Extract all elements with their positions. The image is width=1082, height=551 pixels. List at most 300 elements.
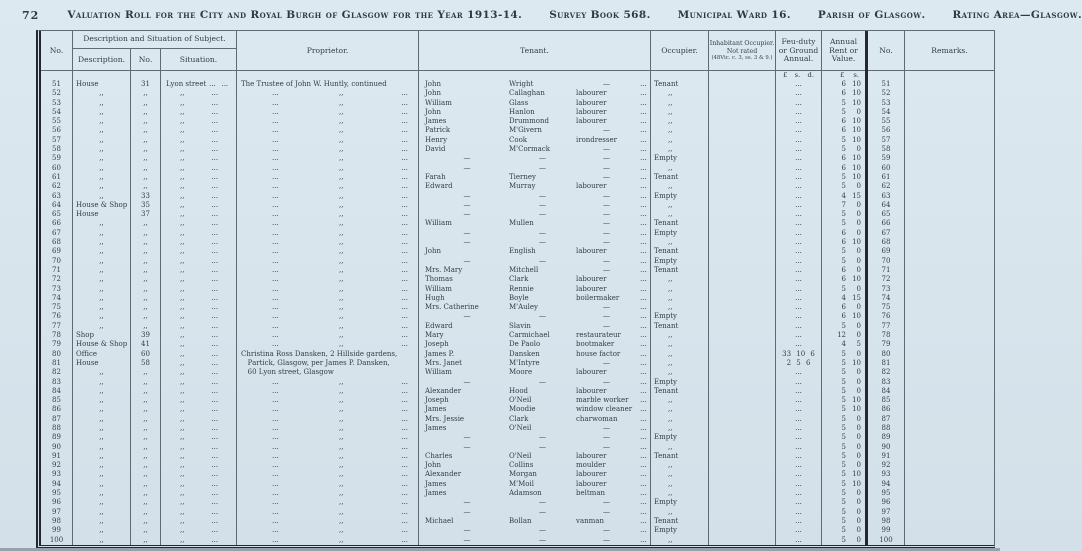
row-number-right: 67 (868, 229, 905, 238)
description-cell: ,, (73, 117, 131, 126)
feu-duty-cell: ... (776, 340, 822, 349)
street-number-cell: 39 (131, 331, 161, 340)
street-number-cell: ,, (131, 117, 161, 126)
tenant-surname: — (539, 238, 546, 247)
street-number-cell: ,, (131, 526, 161, 535)
tenant-cell (419, 89, 651, 98)
feu-duty-cell: ... (776, 312, 822, 321)
col-header-occupier: Occupier. (651, 31, 709, 71)
street-number-cell: ,, (131, 108, 161, 117)
occupier-cell: ,, (651, 145, 709, 154)
table-row (41, 526, 994, 535)
occupier-cell: ,, (651, 238, 709, 247)
occupier-cell: Empty (651, 498, 709, 507)
table-row (41, 108, 994, 117)
row-number-left: 75 (41, 303, 73, 312)
occupier-cell: Tenant (651, 517, 709, 526)
tenant-surname: — (539, 163, 546, 172)
situation-cell: ,, ... (161, 136, 237, 145)
rent-pounds: 4 (841, 293, 846, 302)
description-cell: House & Shop (73, 201, 131, 210)
annual-rent-cell (822, 99, 868, 108)
feu-duty-cell: ... (776, 154, 822, 163)
situation-cell: ,, ... (161, 424, 237, 433)
rent-shillings: 0 (856, 489, 861, 498)
street-number-cell: ,, (131, 275, 161, 284)
remarks-cell (905, 415, 994, 424)
rent-shillings: 0 (856, 349, 861, 358)
table-row (41, 145, 994, 154)
street-number-cell: 60 (131, 350, 161, 359)
feu-duty-cell: ... (776, 266, 822, 275)
situation-cell: ,, ... (161, 145, 237, 154)
rent-shillings: 10 (852, 479, 861, 488)
table-row (41, 424, 994, 433)
proprietor-cell: ... ,, ... (237, 229, 419, 238)
row-number-right: 70 (868, 257, 905, 266)
row-number-left: 68 (41, 238, 73, 247)
description-cell: ,, (73, 508, 131, 517)
remarks-cell (905, 331, 994, 340)
annual-rent-cell (822, 117, 868, 126)
tenant-surname: Tierney (509, 172, 537, 181)
row-number-left: 52 (41, 89, 73, 98)
table-row (41, 452, 994, 461)
table-row (41, 80, 994, 89)
rent-shillings: 10 (852, 117, 861, 126)
tenant-dots: ... (640, 284, 647, 293)
proprietor-cell: Partick, Glasgow, per James P. Dansken, (237, 359, 419, 368)
tenant-dots: ... (640, 349, 647, 358)
annual-rent-cell (822, 89, 868, 98)
tenant-forename: Michael (425, 516, 454, 525)
situation-cell: ,, ... (161, 126, 237, 135)
rent-pounds: 4 (841, 340, 846, 349)
occupier-cell: ,, (651, 470, 709, 479)
tenant-occupation: labourer (576, 479, 607, 488)
occupier-cell: ,, (651, 331, 709, 340)
tenant-cell (419, 443, 651, 452)
remarks-cell (905, 182, 994, 191)
proprietor-cell: ... ,, ... (237, 303, 419, 312)
col-header-no-left: No. (41, 31, 73, 71)
feu-duty-cell: ... (776, 415, 822, 424)
description-cell: ,, (73, 89, 131, 98)
tenant-occupation: boilermaker (576, 293, 620, 302)
occupier-cell: Tenant (651, 387, 709, 396)
inhabitant-occupier-cell (709, 443, 776, 452)
tenant-cell (419, 136, 651, 145)
tenant-occupation: — (603, 303, 610, 312)
remarks-cell (905, 266, 994, 275)
feu-duty-cell: ... (776, 164, 822, 173)
rent-pounds: 6 (841, 126, 846, 135)
rent-shillings: 0 (856, 386, 861, 395)
rent-shillings: 0 (856, 498, 861, 507)
inhabitant-occupier-cell (709, 424, 776, 433)
tenant-dots: ... (640, 182, 647, 191)
table-row (41, 368, 994, 377)
inhabitant-occupier-cell (709, 126, 776, 135)
tenant-surname: Adamson (509, 489, 542, 498)
tenant-forename: — (463, 507, 471, 516)
situation-cell: ,, ... (161, 192, 237, 201)
inhabitant-occupier-cell (709, 145, 776, 154)
tenant-dots: ... (640, 200, 647, 209)
row-number-right: 71 (868, 266, 905, 275)
description-cell: House (73, 210, 131, 219)
table-row (41, 164, 994, 173)
tenant-dots: ... (640, 368, 647, 377)
inhabitant-occupier-cell (709, 266, 776, 275)
row-number-right: 53 (868, 99, 905, 108)
proprietor-cell: ... ,, ... (237, 154, 419, 163)
remarks-cell (905, 517, 994, 526)
feu-duty-cell: ... (776, 182, 822, 191)
tenant-occupation: — (603, 200, 610, 209)
rent-shillings: 0 (856, 228, 861, 237)
annual-rent-cell (822, 461, 868, 470)
page-title: Valuation Roll for the City and Royal Burgh of Glasgow for the Year 1913-14. (67, 9, 523, 21)
proprietor-cell: ... ,, ... (237, 331, 419, 340)
tenant-dots: ... (640, 163, 647, 172)
remarks-cell (905, 498, 994, 507)
remarks-cell (905, 303, 994, 312)
description-cell: ,, (73, 312, 131, 321)
row-number-left: 73 (41, 285, 73, 294)
feu-duty-cell: ... (776, 452, 822, 461)
inhabitant-occupier-cell (709, 219, 776, 228)
row-number-left: 70 (41, 257, 73, 266)
row-number-right: 79 (868, 340, 905, 349)
occupier-cell: ,, (651, 480, 709, 489)
annual-rent-cell (822, 285, 868, 294)
annual-rent-cell (822, 247, 868, 256)
rent-shillings: 10 (852, 163, 861, 172)
table-row (41, 536, 994, 545)
description-cell: ,, (73, 238, 131, 247)
row-number-left: 57 (41, 136, 73, 145)
description-cell: ,, (73, 396, 131, 405)
situation-cell: ,, ... (161, 238, 237, 247)
description-cell: ,, (73, 433, 131, 442)
table-row (41, 461, 994, 470)
occupier-cell: ,, (651, 89, 709, 98)
remarks-cell (905, 126, 994, 135)
table-header (41, 31, 994, 71)
tenant-forename: John (425, 107, 442, 116)
description-cell: ,, (73, 424, 131, 433)
situation-cell: ,, ... (161, 89, 237, 98)
tenant-forename: — (463, 191, 471, 200)
occupier-cell: Tenant (651, 322, 709, 331)
street-number-cell: ,, (131, 238, 161, 247)
rent-pounds: 5 (841, 256, 846, 265)
tenant-surname: M'Cormack (509, 145, 550, 154)
description-cell: ,, (73, 219, 131, 228)
tenant-forename: Edward (425, 182, 453, 191)
row-number-left: 51 (41, 80, 73, 89)
row-number-left: 82 (41, 368, 73, 377)
tenant-surname: M'Givern (509, 126, 542, 135)
tenant-cell (419, 182, 651, 191)
tenant-cell (419, 433, 651, 442)
tenant-occupation: labourer (576, 182, 607, 191)
row-number-right: 93 (868, 470, 905, 479)
tenant-dots: ... (640, 98, 647, 107)
rent-shillings: 0 (856, 368, 861, 377)
row-number-left: 97 (41, 508, 73, 517)
proprietor-cell: ... ,, ... (237, 498, 419, 507)
description-cell: House (73, 80, 131, 89)
rent-shillings: 0 (856, 321, 861, 330)
situation-cell: ,, ... (161, 285, 237, 294)
feu-duty-cell: ... (776, 387, 822, 396)
tenant-occupation: moulder (576, 461, 606, 470)
tenant-forename: — (463, 163, 471, 172)
tenant-forename: — (463, 210, 471, 219)
inhabitant-occupier-cell (709, 108, 776, 117)
tenant-occupation: — (603, 498, 610, 507)
rent-pounds: 5 (841, 423, 846, 432)
rent-pounds: 6 (841, 312, 846, 321)
tenant-forename: James (425, 489, 447, 498)
row-number-left: 95 (41, 489, 73, 498)
feu-duty-cell: ... (776, 173, 822, 182)
description-cell: ,, (73, 378, 131, 387)
street-number-cell: ,, (131, 405, 161, 414)
annual-rent-cell (822, 164, 868, 173)
feu-duty-cell: ... (776, 117, 822, 126)
tenant-forename: James (425, 405, 447, 414)
rent-shillings: 15 (852, 191, 861, 200)
description-cell: ,, (73, 247, 131, 256)
proprietor-cell: ... ,, ... (237, 145, 419, 154)
feu-duty-cell: ... (776, 285, 822, 294)
proprietor-cell: ... ,, ... (237, 489, 419, 498)
tenant-cell (419, 99, 651, 108)
occupier-cell: ,, (651, 536, 709, 545)
feu-duty-cell: ... (776, 275, 822, 284)
row-number-left: 90 (41, 443, 73, 452)
row-number-right: 95 (868, 489, 905, 498)
tenant-forename: Mrs. Jessie (425, 414, 465, 423)
occupier-cell: ,, (651, 489, 709, 498)
feu-duty-cell: ... (776, 145, 822, 154)
tenant-cell (419, 452, 651, 461)
rent-shillings: 10 (852, 470, 861, 479)
situation-cell: ,, ... (161, 266, 237, 275)
tenant-occupation: — (603, 238, 610, 247)
street-number-cell: ,, (131, 126, 161, 135)
row-number-right: 90 (868, 443, 905, 452)
description-cell: House & Shop (73, 340, 131, 349)
situation-cell: ,, ... (161, 312, 237, 321)
tenant-cell (419, 480, 651, 489)
rent-shillings: 0 (856, 526, 861, 535)
tenant-cell (419, 461, 651, 470)
table-row (41, 322, 994, 331)
remarks-cell (905, 210, 994, 219)
feu-duty-cell: ... (776, 536, 822, 545)
inhabitant-occupier-cell (709, 526, 776, 535)
page-number: 72 (22, 8, 40, 22)
tenant-cell (419, 219, 651, 228)
tenant-cell (419, 396, 651, 405)
street-number-cell: ,, (131, 508, 161, 517)
table-body (41, 80, 994, 545)
tenant-occupation: labourer (576, 368, 607, 377)
tenant-dots: ... (640, 303, 647, 312)
annual-rent-cell (822, 210, 868, 219)
row-number-left: 58 (41, 145, 73, 154)
tenant-cell (419, 117, 651, 126)
table-row (41, 359, 994, 368)
tenant-surname: Rennie (509, 284, 534, 293)
tenant-dots: ... (640, 219, 647, 228)
inhabitant-occupier-cell (709, 452, 776, 461)
situation-cell: ,, ... (161, 210, 237, 219)
description-cell: ,, (73, 480, 131, 489)
occupier-cell: ,, (651, 350, 709, 359)
rent-shillings: 10 (852, 172, 861, 181)
table-row (41, 396, 994, 405)
tenant-cell (419, 173, 651, 182)
row-number-right: 61 (868, 173, 905, 182)
tenant-occupation: — (603, 423, 610, 432)
street-number-cell: 37 (131, 210, 161, 219)
row-number-left: 80 (41, 350, 73, 359)
tenant-cell (419, 405, 651, 414)
occupier-cell: ,, (651, 201, 709, 210)
situation-cell: ,, ... (161, 461, 237, 470)
row-number-left: 77 (41, 322, 73, 331)
street-number-cell: ,, (131, 480, 161, 489)
tenant-occupation: labourer (576, 247, 607, 256)
rent-shillings: 5 (856, 340, 861, 349)
tenant-forename: Alexander (425, 470, 462, 479)
remarks-cell (905, 117, 994, 126)
tenant-surname: Wright (509, 80, 534, 88)
occupier-cell: Tenant (651, 247, 709, 256)
annual-rent-cell (822, 433, 868, 442)
description-cell: ,, (73, 470, 131, 479)
inhabitant-occupier-cell (709, 89, 776, 98)
proprietor-cell: ... ,, ... (237, 415, 419, 424)
tenant-forename: Hugh (425, 293, 445, 302)
tenant-dots: ... (640, 293, 647, 302)
row-number-right: 54 (868, 108, 905, 117)
street-number-cell: ,, (131, 136, 161, 145)
feu-duty-cell: ... (776, 443, 822, 452)
street-number-cell: ,, (131, 489, 161, 498)
remarks-cell (905, 508, 994, 517)
occupier-cell: Empty (651, 433, 709, 442)
rent-pounds: 5 (841, 321, 846, 330)
remarks-cell (905, 368, 994, 377)
tenant-occupation: — (603, 535, 610, 544)
tenant-forename: William (425, 219, 452, 228)
occupier-cell: Tenant (651, 80, 709, 89)
remarks-cell (905, 257, 994, 266)
tenant-dots: ... (640, 470, 647, 479)
tenant-forename: — (463, 256, 471, 265)
row-number-right: 63 (868, 192, 905, 201)
feu-duty-cell: ... (776, 247, 822, 256)
tenant-surname: — (539, 210, 546, 219)
row-number-right: 98 (868, 517, 905, 526)
occupier-cell: ,, (651, 415, 709, 424)
tenant-forename: — (463, 526, 471, 535)
row-number-right: 74 (868, 294, 905, 303)
proprietor-cell: ... ,, ... (237, 89, 419, 98)
inhabitant-occupier-cell (709, 378, 776, 387)
inhabitant-occupier-cell (709, 285, 776, 294)
annual-rent-cell (822, 294, 868, 303)
tenant-dots: ... (640, 461, 647, 470)
rent-shillings: 0 (856, 433, 861, 442)
description-cell: ,, (73, 405, 131, 414)
rent-shillings: 0 (856, 507, 861, 516)
rent-pounds: 4 (841, 191, 846, 200)
tenant-dots: ... (640, 433, 647, 442)
tenant-dots: ... (640, 331, 647, 340)
tenant-cell (419, 312, 651, 321)
feu-duty-cell: ... (776, 108, 822, 117)
inhabitant-occupier-cell (709, 275, 776, 284)
table-row (41, 517, 994, 526)
rent-pounds: 6 (841, 228, 846, 237)
row-number-left: 83 (41, 378, 73, 387)
currency-units-row (41, 71, 994, 80)
situation-cell: ,, ... (161, 257, 237, 266)
annual-rent-cell (822, 303, 868, 312)
tenant-occupation: labourer (576, 284, 607, 293)
tenant-forename: Mrs. Catherine (425, 303, 479, 312)
description-cell: ,, (73, 257, 131, 266)
description-cell: Office (73, 350, 131, 359)
tenant-cell (419, 247, 651, 256)
rent-pounds: 5 (841, 349, 846, 358)
feu-duty-cell: ... (776, 229, 822, 238)
inhabitant-occupier-cell (709, 498, 776, 507)
street-number-cell: ,, (131, 396, 161, 405)
annual-rent-cell (822, 498, 868, 507)
situation-cell: ,, ... (161, 415, 237, 424)
rent-pounds: 5 (841, 396, 846, 405)
occupier-cell: Empty (651, 257, 709, 266)
situation-cell: ,, ... (161, 350, 237, 359)
feu-duty-cell: ... (776, 99, 822, 108)
tenant-surname: Dansken (509, 349, 540, 358)
tenant-cell (419, 238, 651, 247)
row-number-right: 94 (868, 480, 905, 489)
tenant-cell (419, 192, 651, 201)
row-number-right: 68 (868, 238, 905, 247)
annual-rent-cell (822, 350, 868, 359)
tenant-surname: — (539, 526, 546, 535)
tenant-cell (419, 340, 651, 349)
description-cell: ,, (73, 294, 131, 303)
proprietor-cell: ... ,, ... (237, 126, 419, 135)
feu-duty-cell: ... (776, 424, 822, 433)
table-row (41, 229, 994, 238)
street-number-cell: ,, (131, 498, 161, 507)
tenant-surname: Moodie (509, 405, 536, 414)
annual-rent-cell (822, 136, 868, 145)
rent-shillings: 10 (852, 312, 861, 321)
remarks-cell (905, 378, 994, 387)
